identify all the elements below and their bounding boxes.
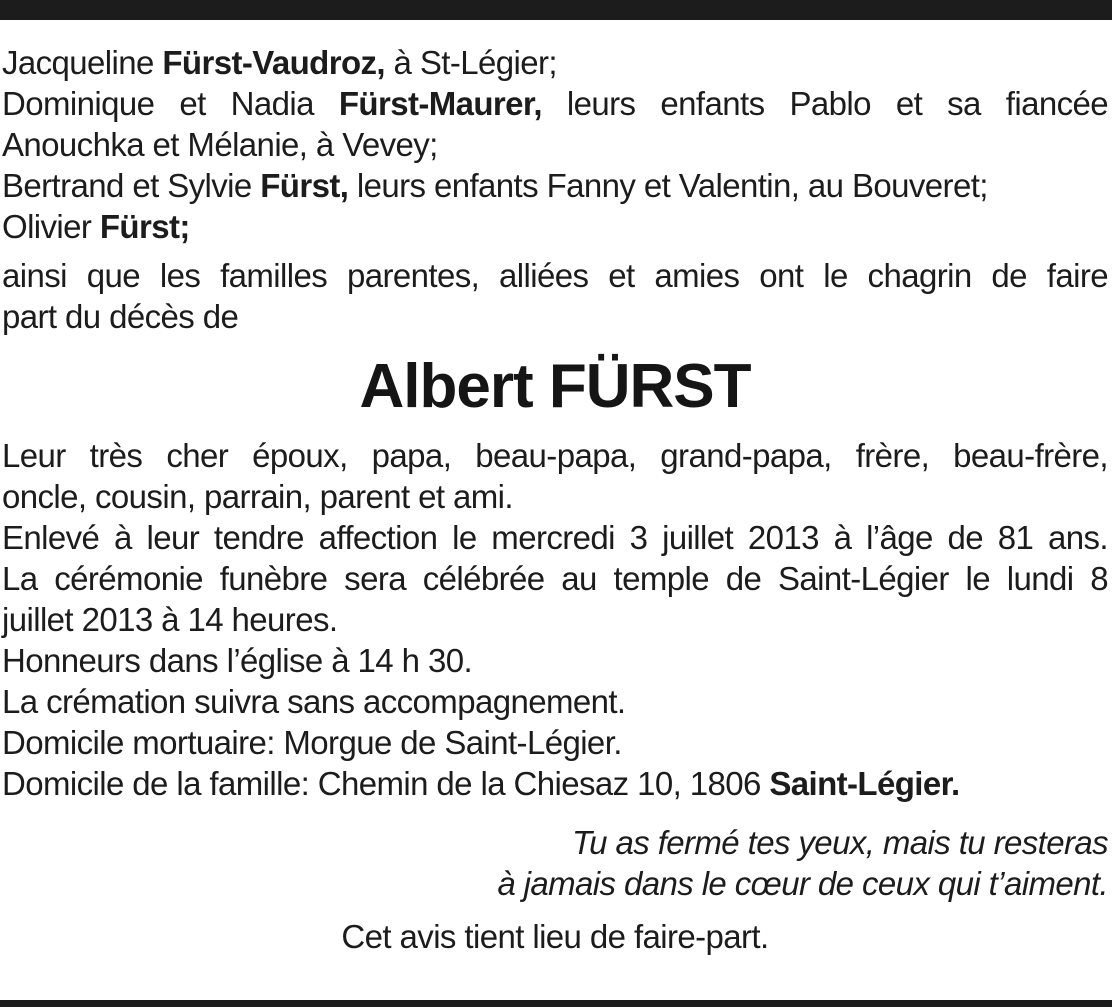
memorial-quote (2, 822, 1108, 904)
family-line-5: Olivier Fürst; (2, 208, 190, 245)
quote-line-2: à jamais dans le cœur de ceux qui t’aiment. (497, 865, 1108, 902)
details-line-3: Enlevé à leur tendre affection le mercredi 3 juillet 2013 à l’âge de 81 ans. (2, 519, 1108, 556)
details-line-7: La crémation suivra sans accompagnement. (2, 683, 626, 720)
closing-note: Cet avis tient lieu de faire-part. (341, 918, 769, 955)
announcement (2, 255, 1108, 337)
details-line-2: oncle, cousin, parrain, parent et ami. (2, 478, 513, 515)
family-list (2, 42, 1108, 247)
top-rule (0, 0, 1112, 20)
quote-line-1: Tu as fermé tes yeux, mais tu resteras (572, 824, 1108, 861)
details-line-6: Honneurs dans l’église à 14 h 30. (2, 642, 473, 679)
details-line-4: La cérémonie funèbre sera célébrée au temple de Saint-Légier le lundi 8 (2, 560, 1108, 597)
family-line-1: Jacqueline Fürst-Vaudroz, à St-Légier; (2, 44, 557, 81)
details-line-8: Domicile mortuaire: Morgue de Saint-Légier. (2, 724, 622, 761)
bottom-rule (0, 1000, 1112, 1007)
family-line-3: Anouchka et Mélanie, à Vevey; (2, 126, 438, 163)
family-line-2: Dominique et Nadia Fürst-Maurer, leurs enfants Pablo et sa fiancée (2, 85, 1108, 122)
details-line-9: Domicile de la famille: Chemin de la Chiesaz 10, 1806 Saint-Légier. (2, 765, 960, 802)
family-line-4: Bertrand et Sylvie Fürst, leurs enfants Fanny et Valentin, au Bouveret; (2, 167, 988, 204)
details (2, 435, 1108, 804)
details-line-1: Leur très cher époux, papa, beau-papa, grand-papa, frère, beau-frère, (2, 437, 1108, 474)
announcement-line-2: part du décès de (2, 298, 239, 335)
announcement-line-1: ainsi que les familles parentes, alliées et amies ont le chagrin de faire (2, 257, 1108, 294)
deceased-name: Albert FÜRST (359, 352, 751, 421)
details-line-5: juillet 2013 à 14 heures. (2, 601, 338, 638)
notice-body (2, 42, 1108, 957)
